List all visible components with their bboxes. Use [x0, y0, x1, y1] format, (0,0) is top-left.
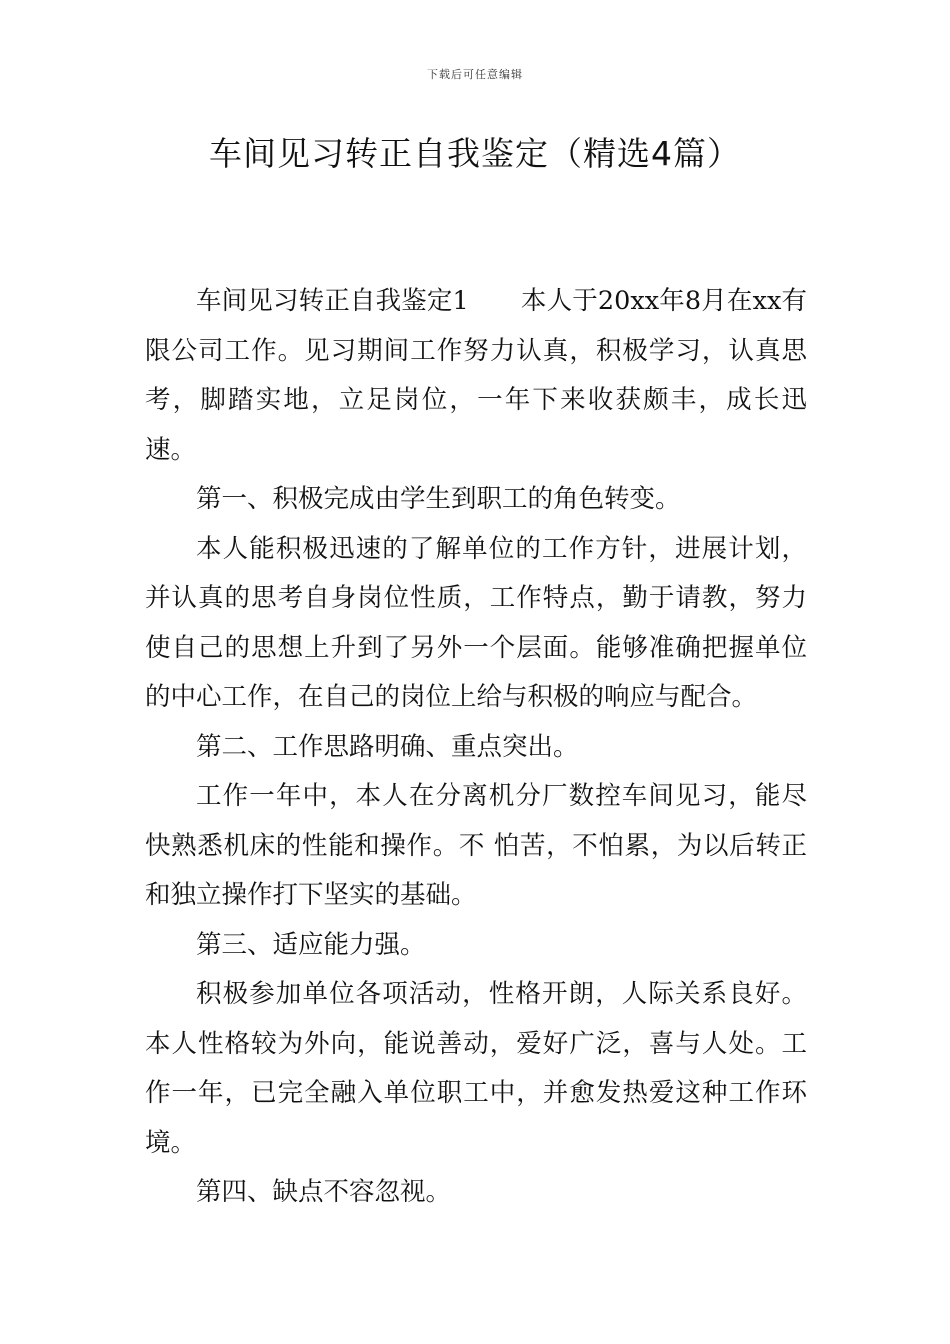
paragraph: 第三、适应能力强。 [196, 929, 426, 960]
paragraph-text: 本人于20xx年8月在xx有限公司工作。见习期间工作努力认真，积极学习，认真思考，脚踏实地，立足岗位，一年下来收获颇丰，成长迅速。 [145, 286, 807, 465]
paragraph: 积极参加单位各项活动，性格开朗，人际关系良好。本人性格较为外向，能说善动，爱好广泛，喜与人处。工作一年，已完全融入单位职工中，并愈发热爱这种工作环境。 [145, 979, 807, 1158]
paragraph [145, 277, 807, 475]
paragraph: 本人能积极迅速的了解单位的工作方针，进展计划，并认真的思考自身岗位性质，工作特点，勤于请教，努力使自己的思想上升到了另外一个层面。能够准确把握单位的中心工作，在自己的岗位上给与积极的响应与配合。 [145, 533, 807, 712]
paragraph: 第四、缺点不容忽视。 [196, 1177, 452, 1207]
document-body [145, 277, 807, 1218]
paragraph: 工作一年中，本人在分离机分厂数控车间见习，能尽快熟悉机床的性能和操作。不 怕苦，不怕累，为以后转正和独立操作打下坚实的基础。 [145, 781, 807, 910]
paragraph: 第二、工作思路明确、重点突出。 [196, 731, 579, 762]
document-title: 车间见习转正自我鉴定（精选4篇） [209, 134, 741, 173]
header-note: 下载后可任意编辑 [427, 68, 523, 81]
paragraph: 第一、积极完成由学生到职工的角色转变。 [196, 484, 681, 514]
section-heading: 车间见习转正自我鉴定1 [196, 286, 469, 316]
